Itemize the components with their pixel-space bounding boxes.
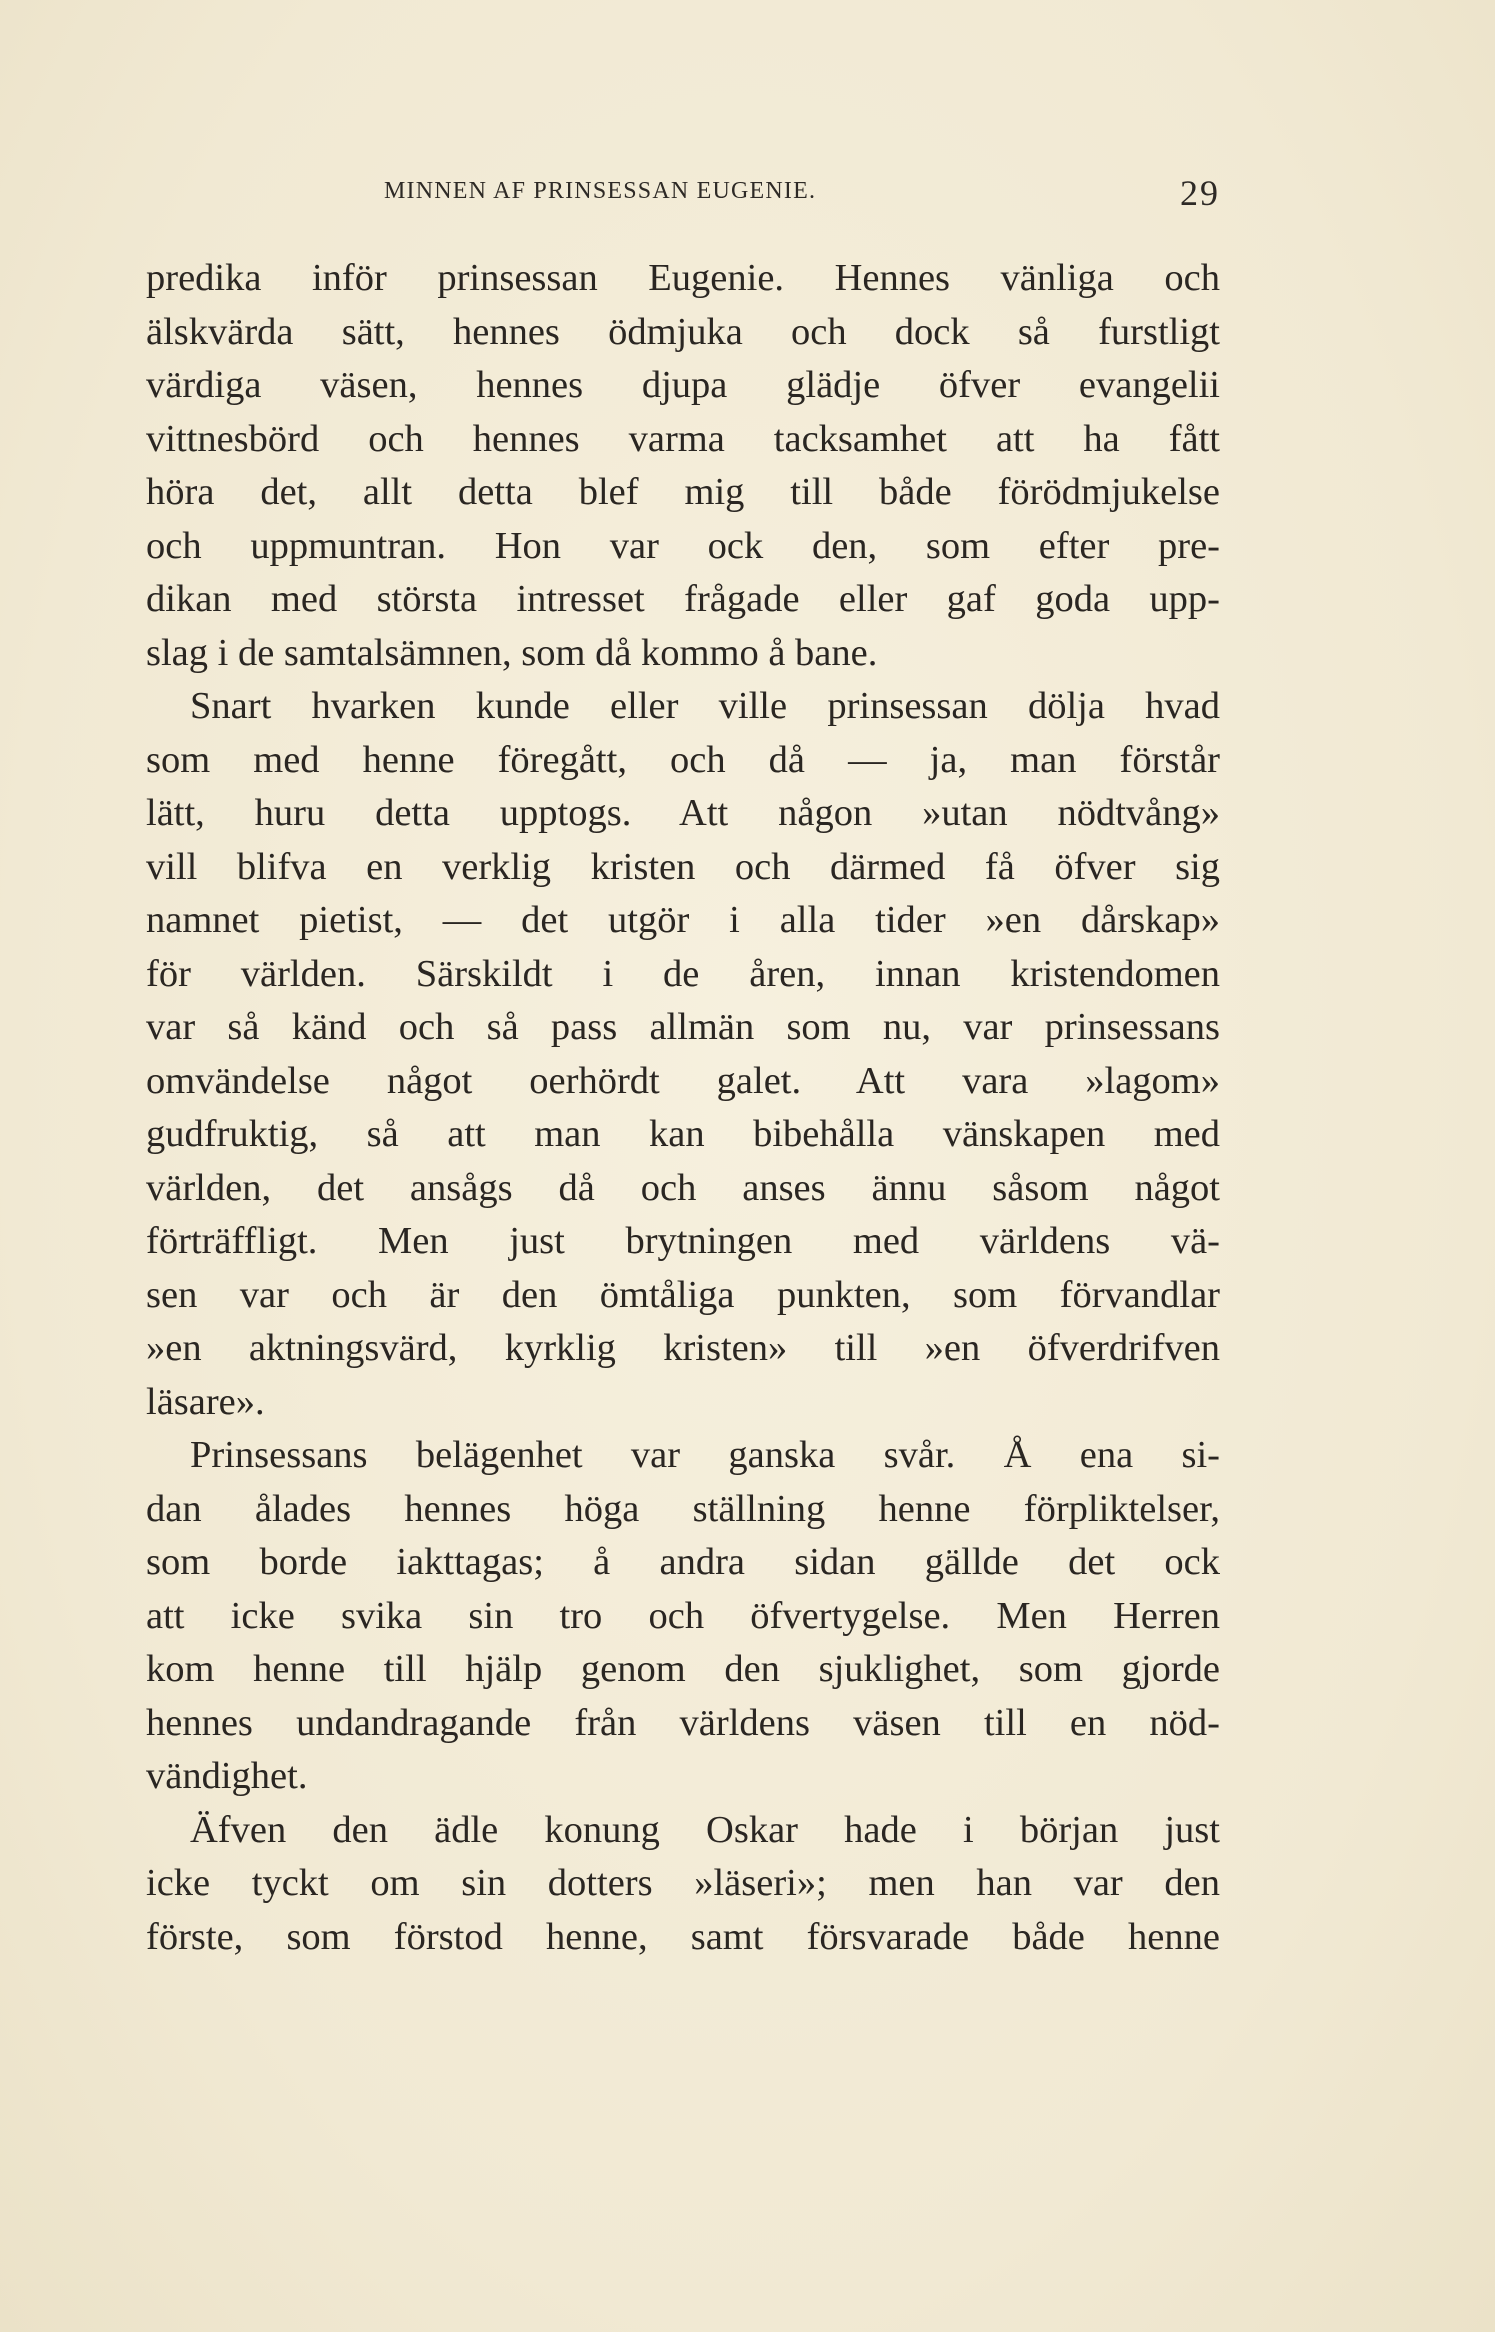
text-line: gudfruktig, så att man kan bibehålla vänskapen med [146, 1113, 1220, 1155]
text-line: kom henne till hjälp genom den sjuklighet, som gjorde [146, 1648, 1220, 1690]
text-line: höra det, allt detta blef mig till både förödmjukelse [146, 471, 1220, 513]
page-number: 29 [1180, 173, 1220, 213]
text-line: att icke svika sin tro och öfvertygelse. Men Herren [146, 1594, 1220, 1637]
text-line: vändighet. [146, 1755, 308, 1797]
text-line: lätt, huru detta upptogs. Att någon »utan nödtvång» [146, 792, 1220, 834]
text-line: icke tyckt om sin dotters »läseri»; men han var den [146, 1862, 1220, 1904]
text-line: som borde iakttagas; å andra sidan gällde det ock [146, 1541, 1220, 1583]
running-head: MINNEN AF PRINSESSAN EUGENIE. [384, 178, 817, 204]
text-line: Snart hvarken kunde eller ville prinsessan dölja hvad [190, 685, 1220, 727]
text-line: slag i de samtalsämnen, som då kommo å bane. [146, 631, 878, 674]
body-text [146, 252, 1220, 1964]
text-line: förste, som förstod henne, samt försvarade både henne [146, 1915, 1220, 1958]
text-line: var så känd och så pass allmän som nu, var prinsessans [146, 1006, 1220, 1048]
text-line: sen var och är den ömtåliga punkten, som förvandlar [146, 1273, 1220, 1316]
text-line: förträffligt. Men just brytningen med världens vä- [146, 1220, 1220, 1262]
text-line: »en aktningsvärd, kyrklig kristen» till »en öfverdrifven [146, 1327, 1220, 1369]
text-line: omvändelse något oerhördt galet. Att vara »lagom» [146, 1059, 1220, 1102]
text-line: vill blifva en verklig kristen och därmed få öfver sig [146, 845, 1220, 888]
text-line: och uppmuntran. Hon var ock den, som efter pre- [146, 524, 1220, 567]
text-line: Prinsessans belägenhet var ganska svår. Å ena si- [190, 1434, 1220, 1476]
text-line: Äfven den ädle konung Oskar hade i början just [190, 1808, 1220, 1851]
text-line: predika inför prinsessan Eugenie. Hennes vänliga och [146, 257, 1220, 299]
text-line: som med henne föregått, och då — ja, man förstår [146, 738, 1220, 781]
text-line: dikan med största intresset frågade eller gaf goda upp- [146, 578, 1220, 620]
page-header [146, 170, 1220, 220]
text-line: älskvärda sätt, hennes ödmjuka och dock så furstligt [146, 310, 1220, 353]
text-line: värdiga väsen, hennes djupa glädje öfver evangelii [146, 364, 1220, 406]
text-line: för världen. Särskildt i de åren, innan kristendomen [146, 952, 1220, 995]
text-line: hennes undandragande från världens väsen till en nöd- [146, 1701, 1220, 1744]
text-line: läsare». [146, 1380, 265, 1423]
text-line: världen, det ansågs då och anses ännu såsom något [146, 1166, 1220, 1209]
text-line: dan ålades hennes höga ställning henne förpliktelser, [146, 1487, 1220, 1530]
text-line: vittnesbörd och hennes varma tacksamhet att ha fått [146, 417, 1220, 460]
text-line: namnet pietist, — det utgör i alla tider »en dårskap» [146, 899, 1220, 941]
